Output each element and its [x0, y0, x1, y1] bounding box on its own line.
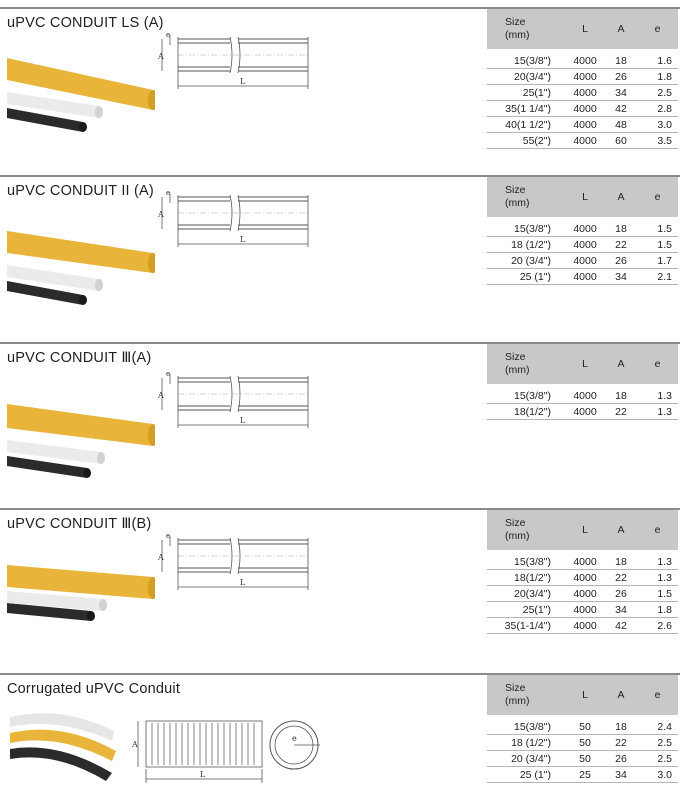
table-row [487, 253, 678, 269]
pipe-product-image [5, 394, 155, 480]
cell-size: 20 (3/4") [487, 751, 565, 767]
cell-a: 34 [605, 602, 637, 618]
table-header-row [487, 675, 678, 715]
diagram-label-e: e [166, 189, 171, 197]
cell-e: 3.0 [637, 117, 678, 133]
table-row [487, 767, 678, 783]
header-a: A [605, 510, 637, 550]
table-row [487, 602, 678, 618]
table-row [487, 404, 678, 420]
cell-size: 25(1") [487, 602, 565, 618]
cell-size: 20 (3/4") [487, 253, 565, 269]
pipe-product-image [5, 52, 155, 134]
cell-e: 1.8 [637, 69, 678, 85]
cell-e: 1.7 [637, 253, 678, 269]
diagram-label-l: L [240, 578, 246, 587]
cell-l: 4000 [565, 384, 605, 404]
table-row [487, 618, 678, 634]
cell-e: 2.5 [637, 735, 678, 751]
cell-e: 1.5 [637, 586, 678, 602]
cell-e: 2.6 [637, 618, 678, 634]
section-title: uPVC CONDUIT Ⅲ(B) [7, 516, 152, 532]
table-row [487, 85, 678, 101]
cell-a: 22 [605, 570, 637, 586]
pipe-dimension-diagram [156, 530, 316, 592]
section-title: Corrugated uPVC Conduit [7, 681, 181, 697]
header-l: L [565, 344, 605, 384]
spec-table [487, 9, 678, 149]
cell-a: 22 [605, 404, 637, 420]
cell-e: 2.1 [637, 269, 678, 285]
cell-e: 2.8 [637, 101, 678, 117]
cell-l: 4000 [565, 550, 605, 570]
table-header-row [487, 510, 678, 550]
table-row [487, 735, 678, 751]
header-a: A [605, 344, 637, 384]
table-row [487, 715, 678, 735]
table-header-row [487, 9, 678, 49]
header-e: e [637, 9, 678, 49]
cell-l: 4000 [565, 101, 605, 117]
cell-size: 15(3/8") [487, 550, 565, 570]
table-row [487, 101, 678, 117]
diagram-label-a: A [158, 210, 164, 219]
header-e: e [637, 344, 678, 384]
diagram-label-e: e [292, 734, 297, 743]
header-a: A [605, 675, 637, 715]
cell-size: 15(3/8") [487, 217, 565, 237]
cell-a: 26 [605, 751, 637, 767]
cell-size: 18 (1/2") [487, 735, 565, 751]
table-row [487, 751, 678, 767]
section-corrugated [0, 673, 691, 793]
cell-size: 15(3/8") [487, 715, 565, 735]
header-l: L [565, 177, 605, 217]
cell-size: 15(3/8") [487, 384, 565, 404]
cell-size: 20(3/4") [487, 69, 565, 85]
header-e: e [637, 177, 678, 217]
cell-size: 18 (1/2") [487, 237, 565, 253]
cell-a: 18 [605, 715, 637, 735]
cell-size: 40(1 1/2") [487, 117, 565, 133]
table-row [487, 237, 678, 253]
cell-l: 50 [565, 735, 605, 751]
cell-size: 15(3/8") [487, 49, 565, 69]
corrugated-pipe-image [6, 711, 118, 783]
cell-e: 1.5 [637, 217, 678, 237]
header-size: Size (mm) [487, 510, 565, 550]
diagram-label-l: L [200, 770, 206, 779]
cell-size: 20(3/4") [487, 586, 565, 602]
header-a: A [605, 177, 637, 217]
cell-e: 3.5 [637, 133, 678, 149]
cell-size: 35(1-1/4") [487, 618, 565, 634]
section-title: uPVC CONDUIT LS (A) [7, 15, 164, 31]
cell-a: 18 [605, 49, 637, 69]
cell-a: 34 [605, 767, 637, 783]
cell-a: 22 [605, 735, 637, 751]
cell-l: 4000 [565, 217, 605, 237]
cell-e: 1.3 [637, 404, 678, 420]
spec-table [487, 510, 678, 634]
table-row [487, 586, 678, 602]
cell-size: 18(1/2") [487, 404, 565, 420]
cell-l: 4000 [565, 586, 605, 602]
cell-a: 42 [605, 101, 637, 117]
cell-l: 4000 [565, 404, 605, 420]
cell-size: 25(1") [487, 85, 565, 101]
pipe-dimension-diagram [156, 29, 316, 91]
table-row [487, 269, 678, 285]
diagram-label-l: L [240, 416, 246, 425]
cell-e: 1.6 [637, 49, 678, 69]
section-iii-b [0, 508, 691, 668]
diagram-label-l: L [240, 235, 246, 244]
pipe-product-image [5, 563, 155, 627]
section-title: uPVC CONDUIT Ⅲ(A) [7, 350, 152, 366]
cell-size: 55(2") [487, 133, 565, 149]
cell-e: 1.8 [637, 602, 678, 618]
table-row [487, 117, 678, 133]
cell-a: 18 [605, 384, 637, 404]
cell-e: 2.5 [637, 751, 678, 767]
spec-table [487, 344, 678, 420]
header-l: L [565, 9, 605, 49]
cell-e: 2.5 [637, 85, 678, 101]
table-row [487, 570, 678, 586]
header-l: L [565, 510, 605, 550]
cell-a: 34 [605, 269, 637, 285]
table-header-row [487, 344, 678, 384]
cell-e: 1.3 [637, 570, 678, 586]
cell-l: 4000 [565, 618, 605, 634]
cell-e: 3.0 [637, 767, 678, 783]
cell-a: 22 [605, 237, 637, 253]
cell-e: 2.4 [637, 715, 678, 735]
cell-e: 1.5 [637, 237, 678, 253]
section-ii-a [0, 175, 691, 335]
diagram-label-e: e [166, 31, 171, 39]
section-title: uPVC CONDUIT II (A) [7, 183, 154, 199]
header-size: Size (mm) [487, 344, 565, 384]
cell-a: 26 [605, 586, 637, 602]
header-e: e [637, 510, 678, 550]
pipe-product-image [5, 225, 155, 307]
cell-e: 1.3 [637, 550, 678, 570]
section-ls-a [0, 7, 691, 167]
cell-l: 4000 [565, 253, 605, 269]
cell-e: 1.3 [637, 384, 678, 404]
cell-l: 4000 [565, 117, 605, 133]
table-row [487, 69, 678, 85]
section-iii-a [0, 342, 691, 502]
cell-a: 26 [605, 69, 637, 85]
diagram-label-e: e [166, 532, 171, 540]
cell-size: 25 (1") [487, 767, 565, 783]
cell-a: 26 [605, 253, 637, 269]
cell-a: 48 [605, 117, 637, 133]
diagram-label-a: A [158, 52, 164, 61]
diagram-label-a: A [158, 391, 164, 400]
diagram-label-a: A [132, 740, 138, 749]
cell-l: 4000 [565, 49, 605, 69]
spec-table [487, 177, 678, 285]
pipe-dimension-diagram [156, 368, 316, 430]
cell-a: 60 [605, 133, 637, 149]
cell-size: 18(1/2") [487, 570, 565, 586]
cell-l: 4000 [565, 269, 605, 285]
header-l: L [565, 675, 605, 715]
cell-l: 4000 [565, 570, 605, 586]
header-e: e [637, 675, 678, 715]
cell-l: 4000 [565, 237, 605, 253]
header-size: Size (mm) [487, 9, 565, 49]
table-row [487, 550, 678, 570]
spec-table [487, 675, 678, 783]
cell-size: 25 (1") [487, 269, 565, 285]
pipe-dimension-diagram [156, 187, 316, 249]
cell-l: 4000 [565, 85, 605, 101]
diagram-label-a: A [158, 553, 164, 562]
table-row [487, 49, 678, 69]
table-row [487, 384, 678, 404]
cell-a: 18 [605, 550, 637, 570]
table-row [487, 217, 678, 237]
table-row [487, 133, 678, 149]
cell-l: 4000 [565, 602, 605, 618]
cell-a: 18 [605, 217, 637, 237]
corrugated-dimension-diagram [124, 713, 324, 793]
header-size: Size (mm) [487, 675, 565, 715]
cell-a: 34 [605, 85, 637, 101]
cell-l: 25 [565, 767, 605, 783]
cell-l: 50 [565, 715, 605, 735]
table-header-row [487, 177, 678, 217]
cell-l: 50 [565, 751, 605, 767]
cell-size: 35(1 1/4") [487, 101, 565, 117]
diagram-label-e: e [166, 370, 171, 378]
header-size: Size (mm) [487, 177, 565, 217]
cell-l: 4000 [565, 69, 605, 85]
cell-l: 4000 [565, 133, 605, 149]
header-a: A [605, 9, 637, 49]
diagram-label-l: L [240, 77, 246, 86]
cell-a: 42 [605, 618, 637, 634]
